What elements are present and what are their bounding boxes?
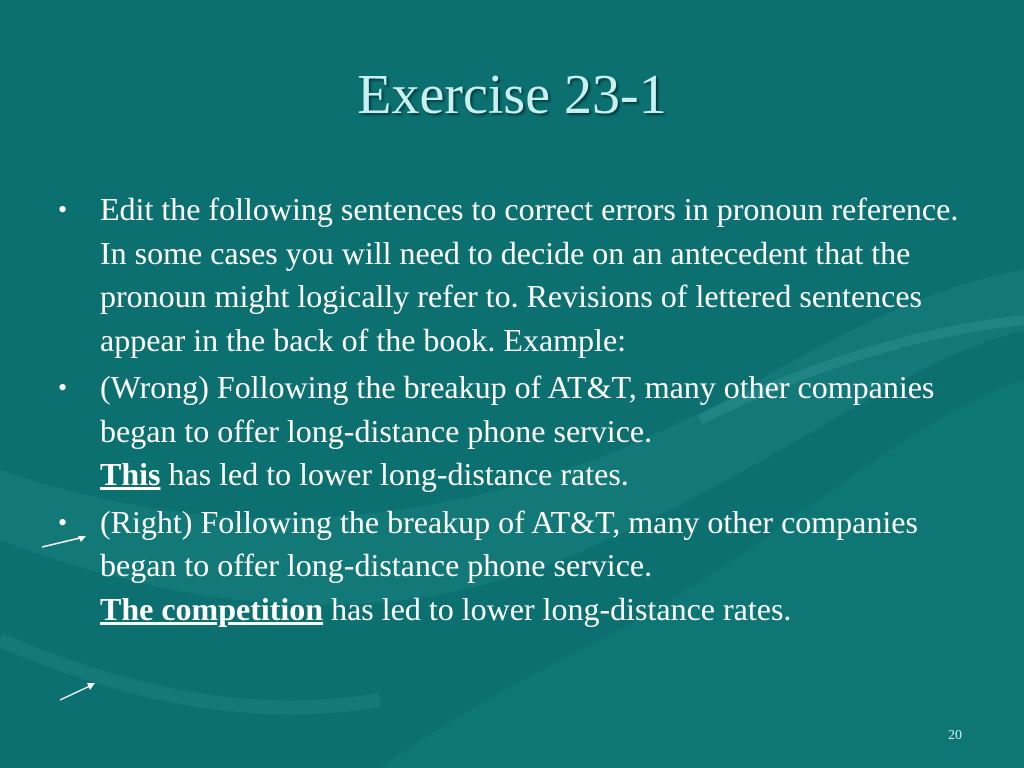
instructions-text: Edit the following sentences to correct errors in pronoun reference. In some cases you will need to decide on an antecedent that the pronoun might logically refer to. Revisions of lettered sentences appear in the back of the book. Example: — [100, 191, 959, 358]
right-example-text: (Right) Following the breakup of AT&T, many other companies began to offer long-distance phone service. — [100, 503, 918, 583]
bullet-list — [58, 188, 968, 635]
wrong-pronoun-emphasis: This — [100, 456, 161, 492]
bullet-dot-icon: • — [58, 507, 68, 537]
bullet-dot-icon: • — [58, 195, 68, 224]
bullet-right-example — [58, 501, 968, 632]
right-example-ending: has led to lower long-distance rates. — [331, 590, 792, 627]
page-number: 20 — [948, 728, 962, 743]
right-antecedent-emphasis: The competition — [100, 590, 324, 627]
slide-title: Exercise 23-1 — [357, 64, 667, 126]
bullet-wrong-example — [58, 366, 968, 497]
arrow-icon — [58, 680, 98, 704]
wrong-example-ending: has led to lower long-distance rates. — [168, 456, 629, 492]
bullet-instructions — [58, 188, 968, 362]
bullet-dot-icon: • — [58, 373, 68, 402]
wrong-example-text: (Wrong) Following the breakup of AT&T, many other companies began to offer long-distance phone service. — [100, 369, 935, 449]
